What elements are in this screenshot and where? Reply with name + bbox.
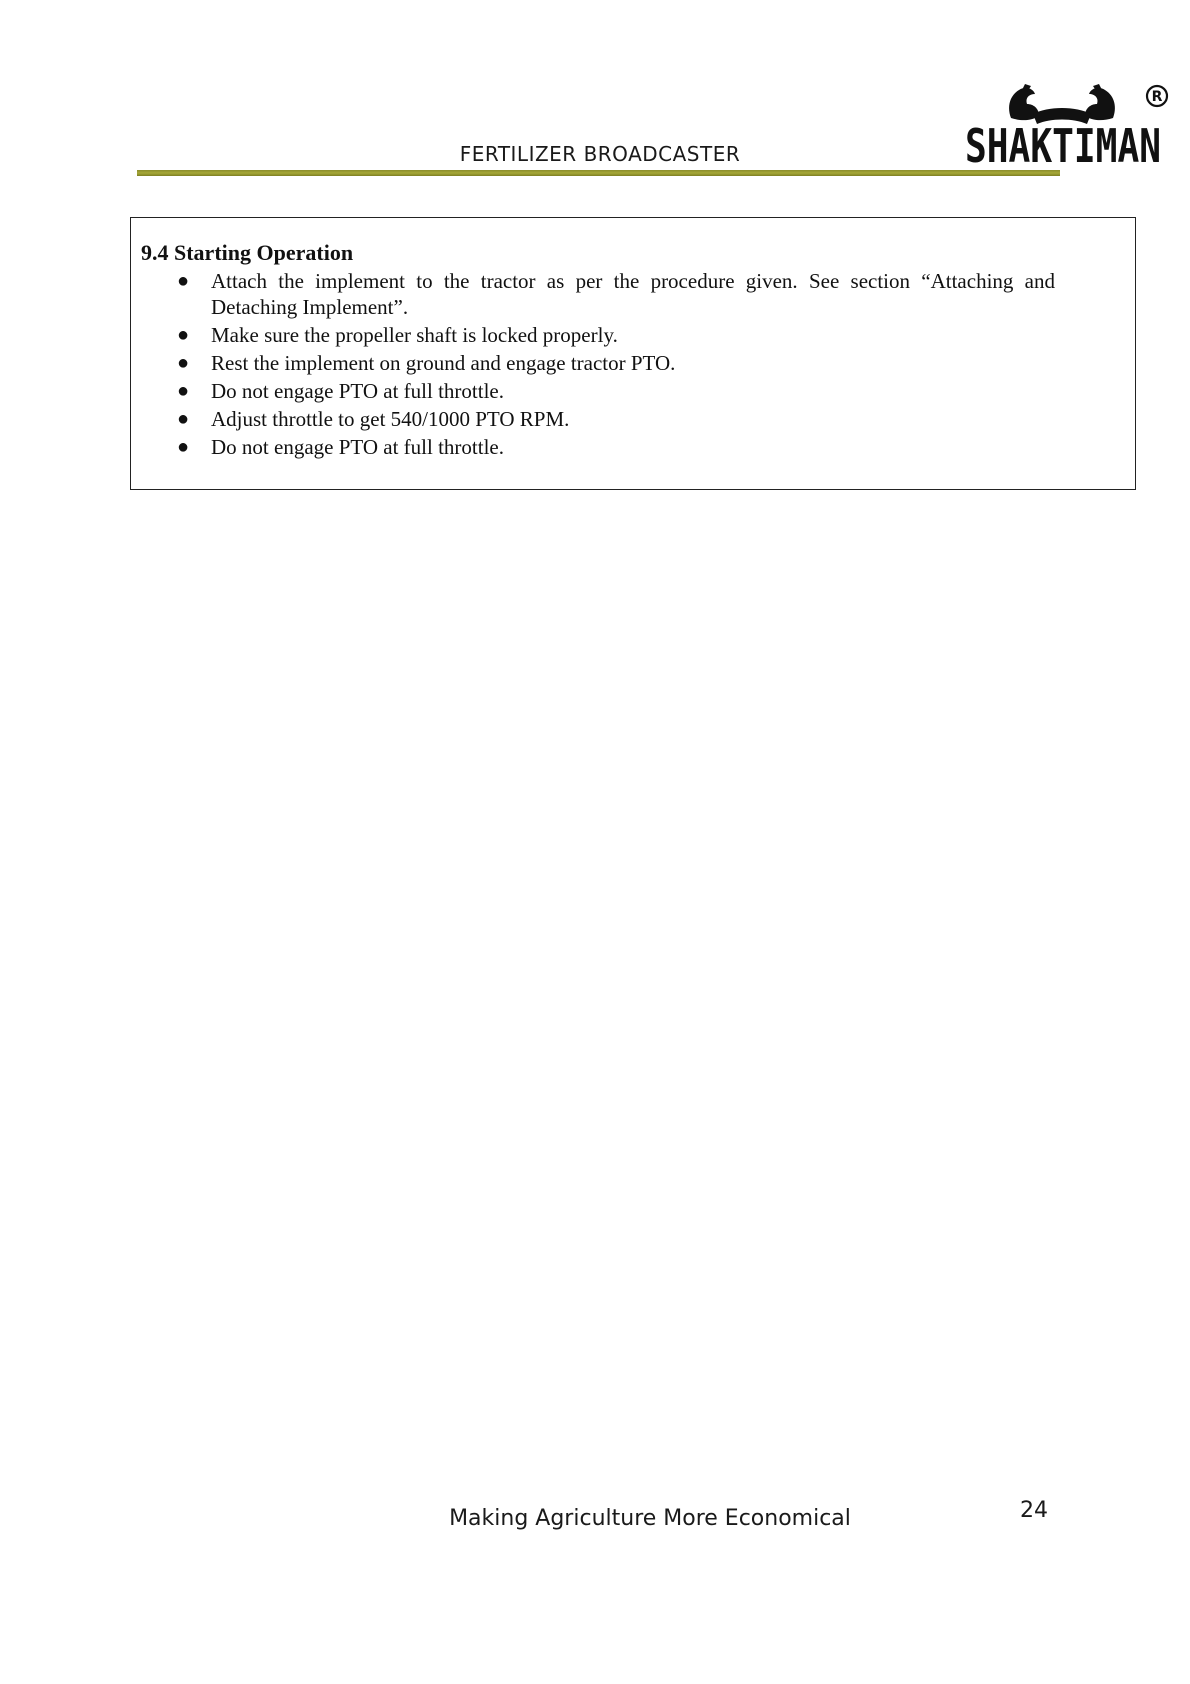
list-item <box>131 434 1135 460</box>
shaktiman-logo <box>963 78 1173 173</box>
header-rule <box>137 170 1060 176</box>
list-item <box>131 350 1135 376</box>
list-item-text: Do not engage PTO at full throttle. <box>211 379 504 403</box>
bullet-icon: ● <box>177 380 190 402</box>
list-item-text: Adjust throttle to get 540/1000 PTO RPM. <box>211 407 570 431</box>
logo-wordmark: SHAKTIMAN <box>965 119 1161 173</box>
header-title: FERTILIZER BROADCASTER <box>459 142 741 166</box>
page-number: 24 <box>1020 1498 1048 1523</box>
bullet-icon: ● <box>177 436 190 458</box>
list-item-text: Make sure the propeller shaft is locked properly. <box>211 323 618 347</box>
list-item <box>131 322 1135 348</box>
starting-operation-box <box>130 217 1136 490</box>
bullet-icon: ● <box>177 408 190 430</box>
bullet-icon: ● <box>177 352 190 374</box>
list-item <box>131 378 1135 404</box>
instruction-list <box>131 268 1135 462</box>
list-item <box>131 406 1135 432</box>
list-item-text: Do not engage PTO at full throttle. <box>211 435 504 459</box>
bullet-icon: ● <box>177 324 190 346</box>
section-heading: 9.4 Starting Operation <box>141 240 354 265</box>
list-item-text: Attach the implement to the tractor as per the procedure given. See section “Attaching and Detaching Implement”. <box>211 269 1055 319</box>
list-item-text: Rest the implement on ground and engage tractor PTO. <box>211 351 676 375</box>
footer-tagline: Making Agriculture More Economical <box>449 1506 851 1531</box>
bullet-icon: ● <box>177 270 190 292</box>
registered-mark: R <box>1151 89 1163 105</box>
list-item <box>131 268 1135 320</box>
